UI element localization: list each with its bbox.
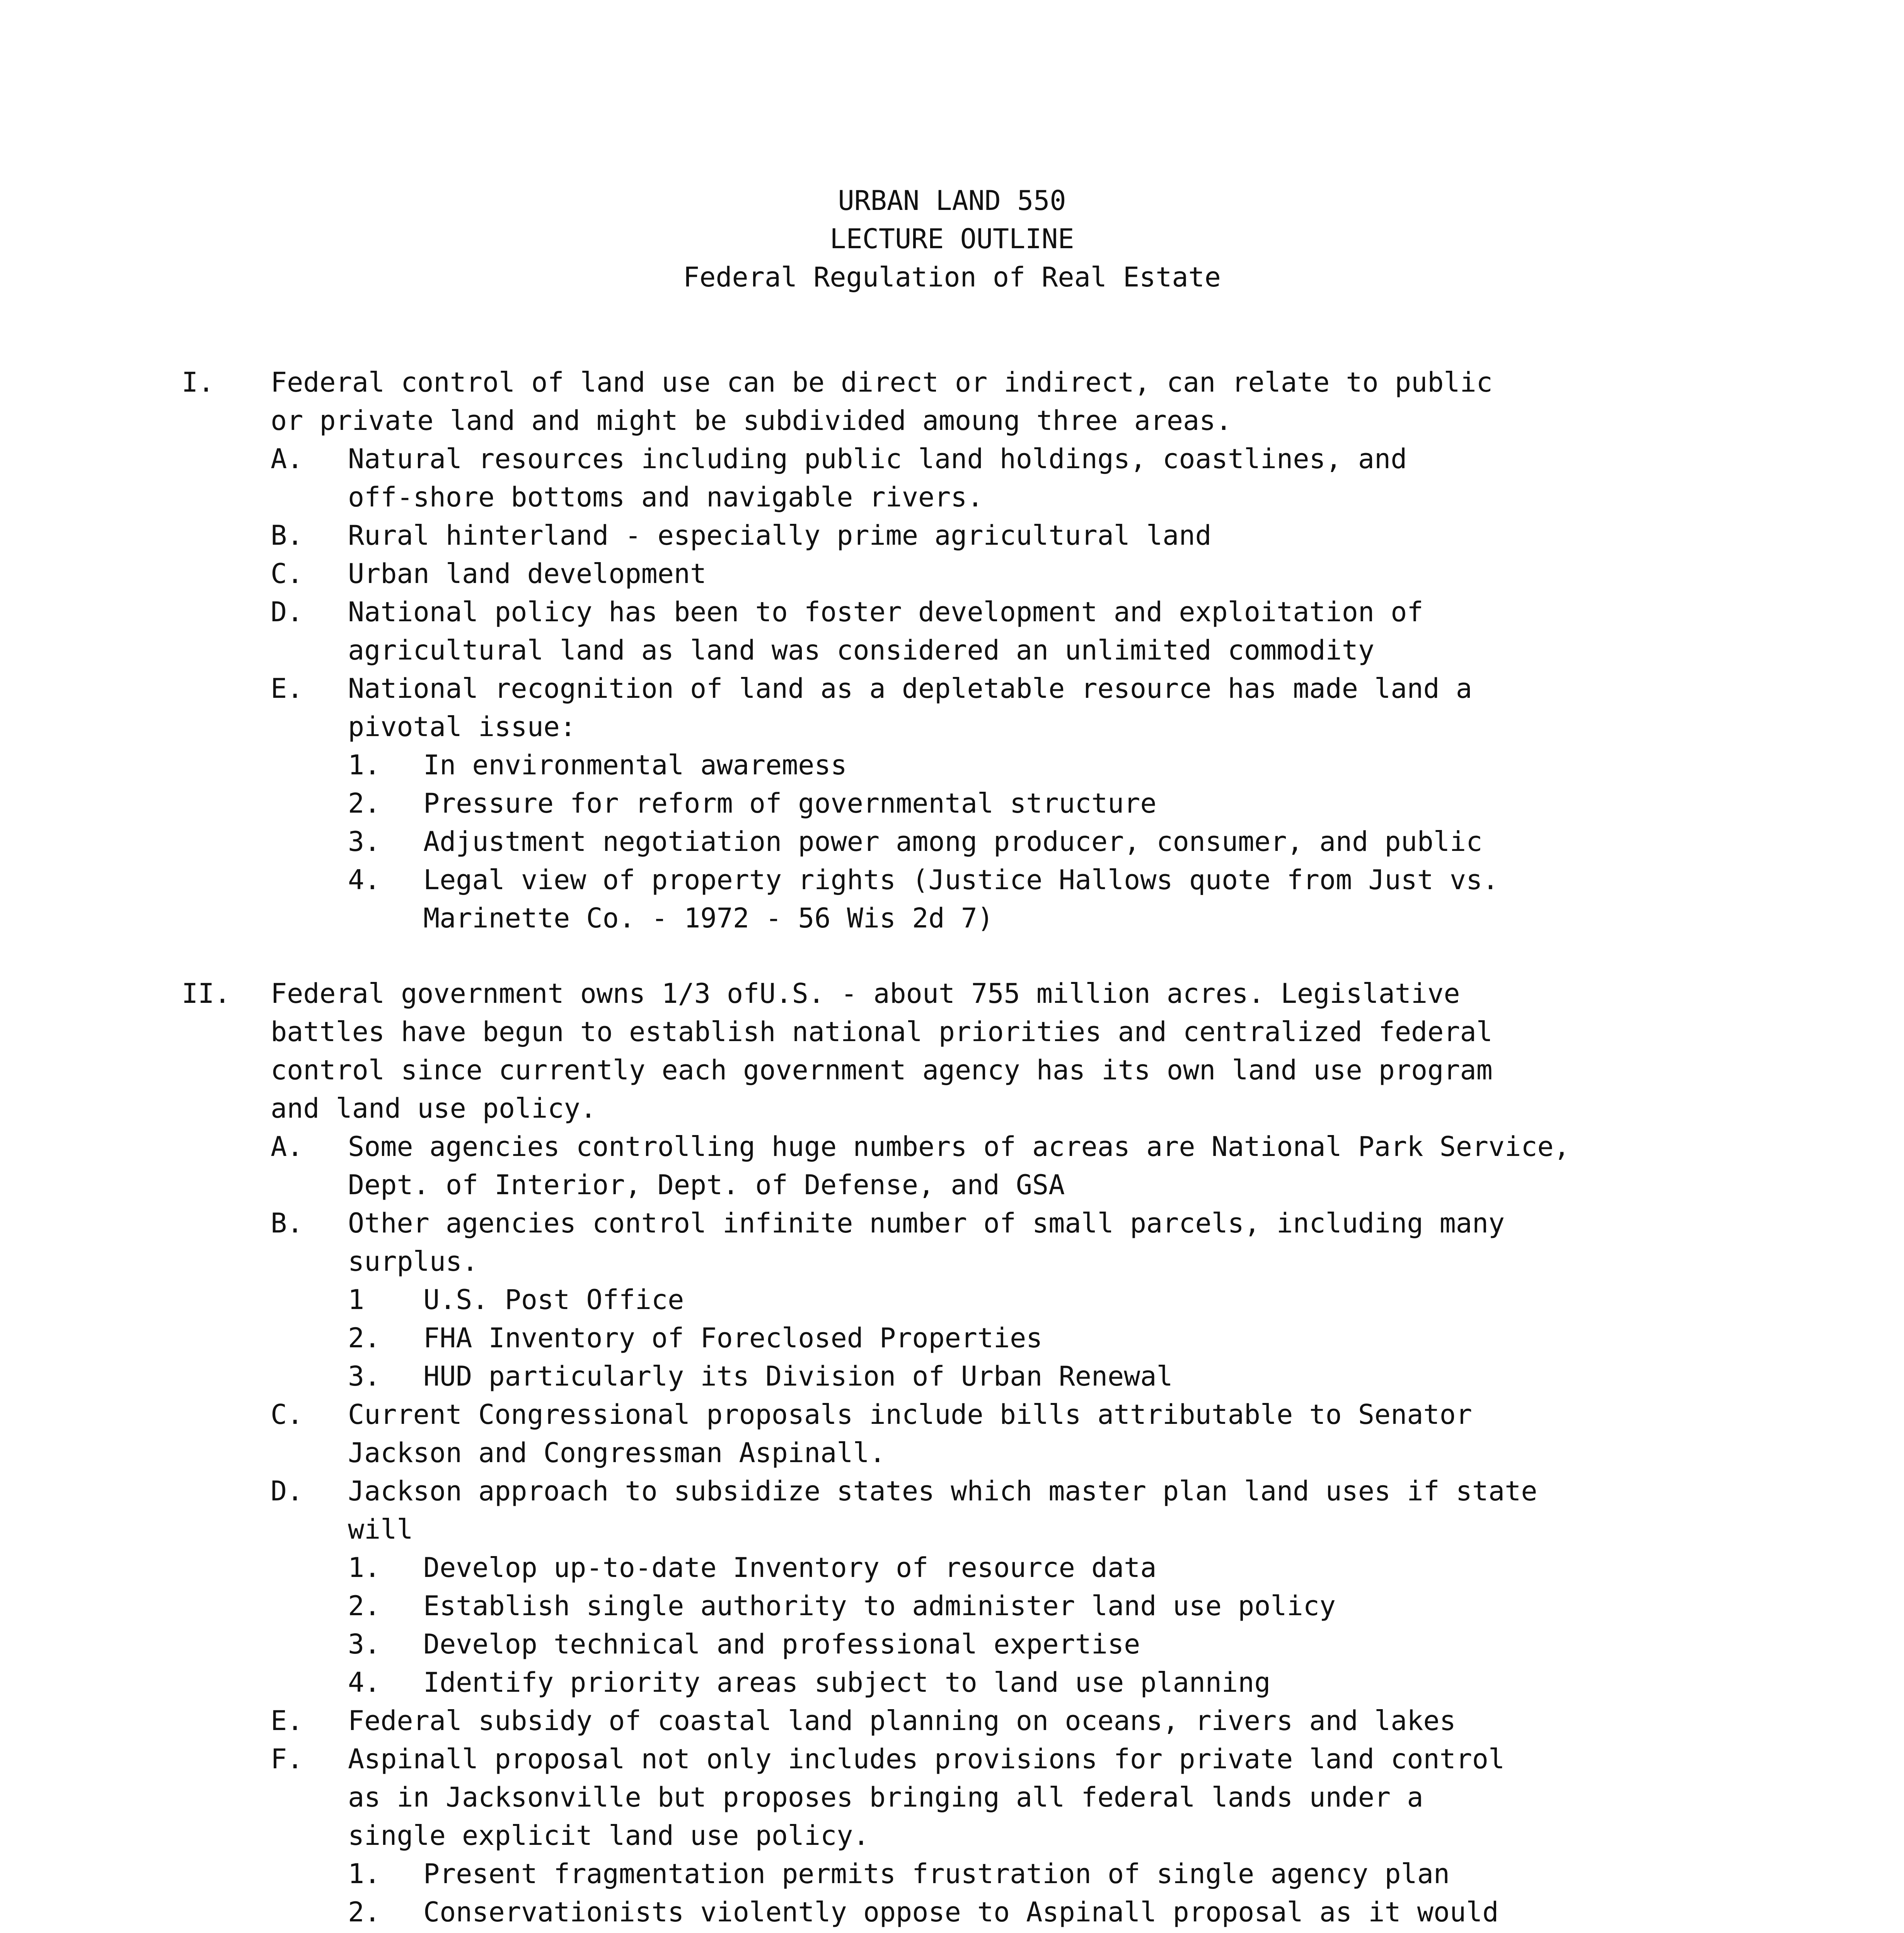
outline-subitem-text: Legal view of property rights (Justice Hallows quote from Just vs.: [423, 864, 1499, 896]
section-line: [0, 1089, 1904, 1128]
outline-subitem-marker: 2.: [348, 1896, 381, 1928]
outline-subitem-text: FHA Inventory of Foreclosed Properties: [423, 1322, 1043, 1354]
outline-item-marker: A.: [271, 1131, 303, 1163]
outline-item-line: [0, 1740, 1904, 1778]
outline-subitem-line: [0, 1893, 1904, 1931]
outline-item-text: Rural hinterland - especially prime agricultural land: [348, 520, 1212, 551]
outline-item-line: [0, 440, 1904, 478]
outline-item-line: [0, 478, 1904, 516]
outline-item-marker: C.: [271, 558, 303, 590]
outline-item-text: Federal subsidy of coastal land planning on oceans, rivers and lakes: [348, 1705, 1456, 1737]
outline-item-line: [0, 1166, 1904, 1204]
outline-subitem-line: [0, 861, 1904, 899]
outline-subitem-marker: 2.: [348, 1590, 381, 1622]
outline-subitem-marker: 1.: [348, 749, 381, 781]
outline-item-marker: A.: [271, 443, 303, 475]
course-title: URBAN LAND 550: [838, 185, 1066, 216]
outline-subitem-marker: 2.: [348, 788, 381, 819]
section-line: [0, 1051, 1904, 1089]
outline-item-marker: D.: [271, 596, 303, 628]
outline-item-marker: B.: [271, 1207, 303, 1239]
outline-subitem-line: [0, 1549, 1904, 1587]
outline-subitem-line: [0, 1664, 1904, 1702]
outline-item-text: Aspinall proposal not only includes provisions for private land control: [348, 1743, 1505, 1775]
outline-subitem-text: Develop up-to-date Inventory of resource data: [423, 1552, 1157, 1584]
outline-section: [0, 975, 1904, 1933]
section-marker: II.: [182, 978, 231, 1009]
outline-item-line: [0, 1204, 1904, 1243]
section-text: battles have begun to establish national priorities and centralized federal: [271, 1016, 1493, 1048]
outline-subitem-line: [0, 1931, 1904, 1933]
outline-subitem-marker: 3.: [348, 1628, 381, 1660]
lecture-outline-label: LECTURE OUTLINE: [830, 223, 1074, 255]
outline-subitem-text: HUD particularly its Division of Urban Renewal: [423, 1360, 1173, 1392]
section-text: or private land and might be subdivided amoung three areas.: [271, 405, 1232, 436]
outline-item-text: surplus.: [348, 1246, 479, 1277]
outline-subitem-marker: 1: [348, 1284, 365, 1316]
outline-item-text: single explicit land use policy.: [348, 1820, 869, 1851]
outline-subitem-line: [0, 823, 1904, 861]
section-marker: I.: [182, 366, 215, 398]
outline-item-marker: E.: [271, 673, 303, 704]
outline-item-text: Natural resources including public land holdings, coastlines, and: [348, 443, 1407, 475]
outline-item-text: will: [348, 1514, 413, 1545]
outline-item-marker: E.: [271, 1705, 303, 1737]
outline-body: [0, 363, 1904, 1933]
outline-item-line: [0, 670, 1904, 708]
outline-item-marker: B.: [271, 520, 303, 551]
outline-subitem-text: In environmental awaremess: [423, 749, 847, 781]
outline-subitem-line: [0, 1587, 1904, 1625]
outline-subitem-marker: 4.: [348, 864, 381, 896]
outline-item-line: [0, 708, 1904, 746]
outline-item-line: [0, 1778, 1904, 1817]
outline-item-text: pivotal issue:: [348, 711, 576, 743]
outline-subitem-text: Pressure for reform of governmental structure: [423, 788, 1157, 819]
outline-item-line: [0, 1510, 1904, 1549]
outline-item-text: Dept. of Interior, Dept. of Defense, and GSA: [348, 1169, 1065, 1201]
outline-item-text: Some agencies controlling huge numbers of acreas are National Park Service,: [348, 1131, 1570, 1163]
outline-subitem-text: Conservationists violently oppose to Aspinall proposal as it would: [423, 1896, 1499, 1928]
outline-item-text: off-shore bottoms and navigable rivers.: [348, 481, 984, 513]
outline-subitem-marker: 4.: [348, 1667, 381, 1698]
outline-item-text: agricultural land as land was considered an unlimited commodity: [348, 634, 1375, 666]
outline-subitem-text: Establish single authority to administer land use policy: [423, 1590, 1336, 1622]
outline-subitem-line: [0, 899, 1904, 938]
outline-subitem-text: Develop technical and professional expertise: [423, 1628, 1140, 1660]
outline-item-line: [0, 1396, 1904, 1434]
outline-item-marker: D.: [271, 1475, 303, 1507]
outline-item-line: [0, 1817, 1904, 1855]
outline-subitem-marker: 1.: [348, 1858, 381, 1890]
section-line: [0, 402, 1904, 440]
outline-subitem-marker: 1.: [348, 1552, 381, 1584]
outline-item-text: Jackson and Congressman Aspinall.: [348, 1437, 886, 1469]
outline-subitem-text: [423, 1931, 1531, 1933]
outline-subitem-line: [0, 784, 1904, 823]
outline-item-text: Jackson approach to subsidize states which master plan land uses if state: [348, 1475, 1538, 1507]
outline-subitem-text: U.S. Post Office: [423, 1284, 684, 1316]
section-text: and land use policy.: [271, 1093, 597, 1124]
section-line: [0, 363, 1904, 402]
outline-subitem-marker: 3.: [348, 1360, 381, 1392]
outline-item-line: [0, 631, 1904, 670]
section-line: [0, 1013, 1904, 1051]
outline-item-line: [0, 1472, 1904, 1510]
outline-item-text: Current Congressional proposals include bills attributable to Senator: [348, 1399, 1472, 1430]
outline-section: [0, 363, 1904, 938]
outline-item-line: [0, 1243, 1904, 1281]
outline-item-line: [0, 1702, 1904, 1740]
outline-item-line: [0, 516, 1904, 555]
outline-subitem-marker: 3.: [348, 826, 381, 857]
outline-subitem-text: Marinette Co. - 1972 - 56 Wis 2d 7): [423, 902, 994, 934]
outline-item-line: [0, 1128, 1904, 1166]
outline-item-text: Urban land development: [348, 558, 707, 590]
outline-subitem-line: [0, 1357, 1904, 1396]
outline-item-text: National policy has been to foster development and exploitation of: [348, 596, 1423, 628]
outline-subitem-text: Adjustment negotiation power among producer, consumer, and public: [423, 826, 1483, 857]
outline-item-line: [0, 1434, 1904, 1472]
outline-subitem-text: Identify priority areas subject to land use planning: [423, 1667, 1271, 1698]
outline-item-line: [0, 555, 1904, 593]
outline-item-marker: C.: [271, 1399, 303, 1430]
outline-subitem-text: Present fragmentation permits frustration of single agency plan: [423, 1858, 1450, 1890]
outline-item-text: as in Jacksonville but proposes bringing all federal lands under a: [348, 1781, 1423, 1813]
outline-item-text: National recognition of land as a depletable resource has made land a: [348, 673, 1472, 704]
outline-subitem-line: [0, 1855, 1904, 1893]
outline-item-marker: F.: [271, 1743, 303, 1775]
outline-item-text: Other agencies control infinite number of small parcels, including many: [348, 1207, 1505, 1239]
document-header: [0, 182, 1904, 297]
lecture-topic: Federal Regulation of Real Estate: [683, 261, 1221, 293]
outline-subitem-marker: 2.: [348, 1322, 381, 1354]
section-line: [0, 975, 1904, 1013]
outline-subitem-line: [0, 1625, 1904, 1664]
section-text: Federal government owns 1/3 ofU.S. - about 755 million acres. Legislative: [271, 978, 1460, 1009]
outline-subitem-line: [0, 1281, 1904, 1319]
outline-item-line: [0, 593, 1904, 631]
outline-subitem-line: [0, 1319, 1904, 1357]
section-text: control since currently each government agency has its own land use program: [271, 1054, 1493, 1086]
outline-subitem-line: [0, 746, 1904, 784]
section-text: Federal control of land use can be direct or indirect, can relate to public: [271, 366, 1493, 398]
